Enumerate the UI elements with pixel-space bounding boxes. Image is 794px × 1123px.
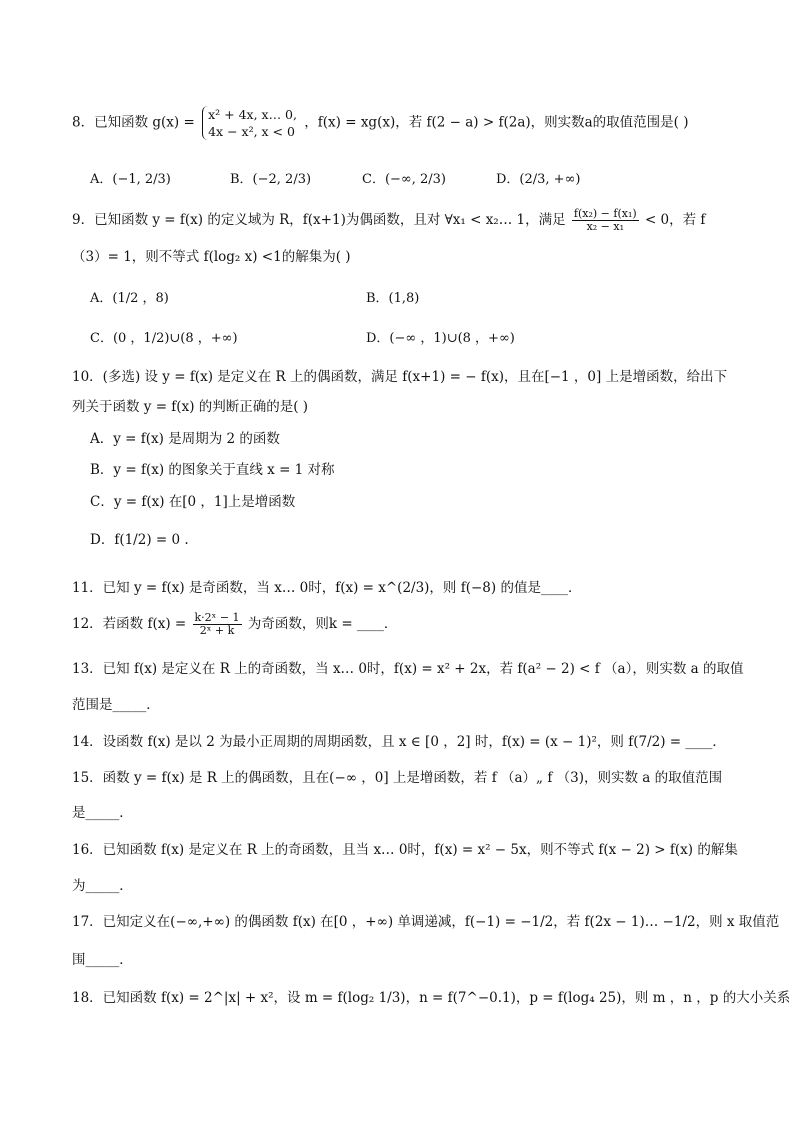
- q12-prefix: 12．若函数 f(x) =: [72, 616, 187, 632]
- question-10-line-1: 10．(多选) 设 y = f(x) 是定义在 R 上的偶函数，满足 f(x+1) = − f(x)，且在[−1 ，0] 上是增函数，给出下: [72, 369, 728, 385]
- q8-prefix: 8．已知函数: [72, 114, 149, 131]
- question-15-line-1: 15．函数 y = f(x) 是 R 上的偶函数，且在(−∞ ，0] 上是增函数，若 f （a）„ f （3)，则实数 a 的取值范围: [72, 770, 723, 786]
- question-10-line-2: 列关于函数 y = f(x) 的判断正确的是( ): [72, 399, 309, 415]
- q12-frac-den: 2ˣ + k: [199, 624, 235, 637]
- q9-option-b: B．(1,8): [366, 291, 420, 306]
- q10-option-b: B．y = f(x) 的图象关于直线 x = 1 对称: [90, 462, 335, 478]
- question-9-line-1: [72, 208, 734, 233]
- q8-option-d: D．(2/3, +∞): [496, 172, 581, 187]
- q9-options-row-2: [90, 327, 710, 351]
- q8-options: [90, 168, 710, 192]
- question-13-line-1: 13．已知 f(x) 是定义在 R 上的奇函数，当 x… 0时，f(x) = x² + 2x，若 f(a² − 2) < f （a），则实数 a 的取值: [72, 661, 744, 677]
- question-17-line-2: 围_____．: [72, 952, 133, 968]
- question-17-line-1: 17．已知定义在(−∞,+∞) 的偶函数 f(x) 在[0 ，+∞) 单调递减，f(−1) = −1/2，若 f(2x − 1)… −1/2，则 x 取值范: [72, 914, 780, 930]
- question-13-line-2: 范围是_____．: [72, 697, 160, 713]
- q8-option-b: B．(−2, 2/3): [230, 172, 312, 187]
- q8-option-a: A．(−1, 2/3): [90, 172, 171, 187]
- q9-options-row-1: [90, 287, 710, 311]
- question-18: 18．已知函数 f(x) = 2^|x| + x²，设 m = f(log₂ 1/3)，n = f(7^−0.1)，p = f(log₄ 25)，则 m ，n ，p 的大小关系: [72, 990, 791, 1006]
- piece-2: 4x − x², x < 0: [208, 124, 295, 139]
- piece-1: x² + 4x, x… 0,: [208, 107, 297, 122]
- q10-option-a: A．y = f(x) 是周期为 2 的函数: [90, 431, 280, 447]
- question-11: 11．已知 y = f(x) 是奇函数，当 x… 0时，f(x) = x^(2/3)，则 f(−8) 的值是____．: [72, 580, 582, 596]
- question-15-line-2: 是_____．: [72, 805, 133, 821]
- question-12: [72, 612, 734, 637]
- question-9-line-2: （3）= 1，则不等式 f(log₂ x) <1的解集为( ): [72, 249, 351, 265]
- q12-fraction: [193, 612, 242, 637]
- q12-suffix: 为奇函数，则k = ____．: [247, 616, 398, 632]
- q9-fraction: [572, 208, 639, 233]
- q9-frac-num: f(x₂) − f(x₁): [573, 207, 637, 220]
- q9-text-end: < 0，若 f: [644, 212, 706, 228]
- q8-option-c: C．(−∞, 2/3): [362, 172, 446, 187]
- q9-option-c: C．(0 ，1/2)∪(8 ，+∞): [90, 331, 238, 346]
- q10-option-d: D．f(1/2) = 0 .: [90, 532, 189, 548]
- q12-frac-num: k·2ˣ − 1: [194, 611, 240, 624]
- q9-text-1: 9．已知函数 y = f(x) 的定义域为 R，f(x+1)为偶函数，且对 ∀x₁ < x₂… 1，满足: [72, 212, 566, 228]
- question-8: [72, 106, 734, 146]
- q9-option-d: D．(−∞ ，1)∪(8 ，+∞): [366, 331, 515, 346]
- question-16-line-1: 16．已知函数 f(x) 是定义在 R 上的奇函数，且当 x… 0时，f(x) = x² − 5x，则不等式 f(x − 2) > f(x) 的解集: [72, 842, 738, 858]
- q8-middle: g(x) =: [152, 114, 195, 131]
- q10-option-c: C．y = f(x) 在[0 ，1]上是增函数: [90, 494, 296, 510]
- q9-option-a: A．(1/2 ，8): [90, 291, 169, 306]
- question-16-line-2: 为_____．: [72, 878, 133, 894]
- q9-frac-den: x₂ − x₁: [586, 220, 624, 233]
- piecewise-function: [202, 106, 297, 140]
- q8-rest: ，f(x) = xg(x)，若 f(2 − a) > f(2a)，则实数a的取值范围是( ): [304, 114, 689, 131]
- question-14: 14．设函数 f(x) 是以 2 为最小正周期的周期函数，且 x ∈ [0 ，2] 时，f(x) = (x − 1)²，则 f(7/2) = ____．: [72, 734, 726, 750]
